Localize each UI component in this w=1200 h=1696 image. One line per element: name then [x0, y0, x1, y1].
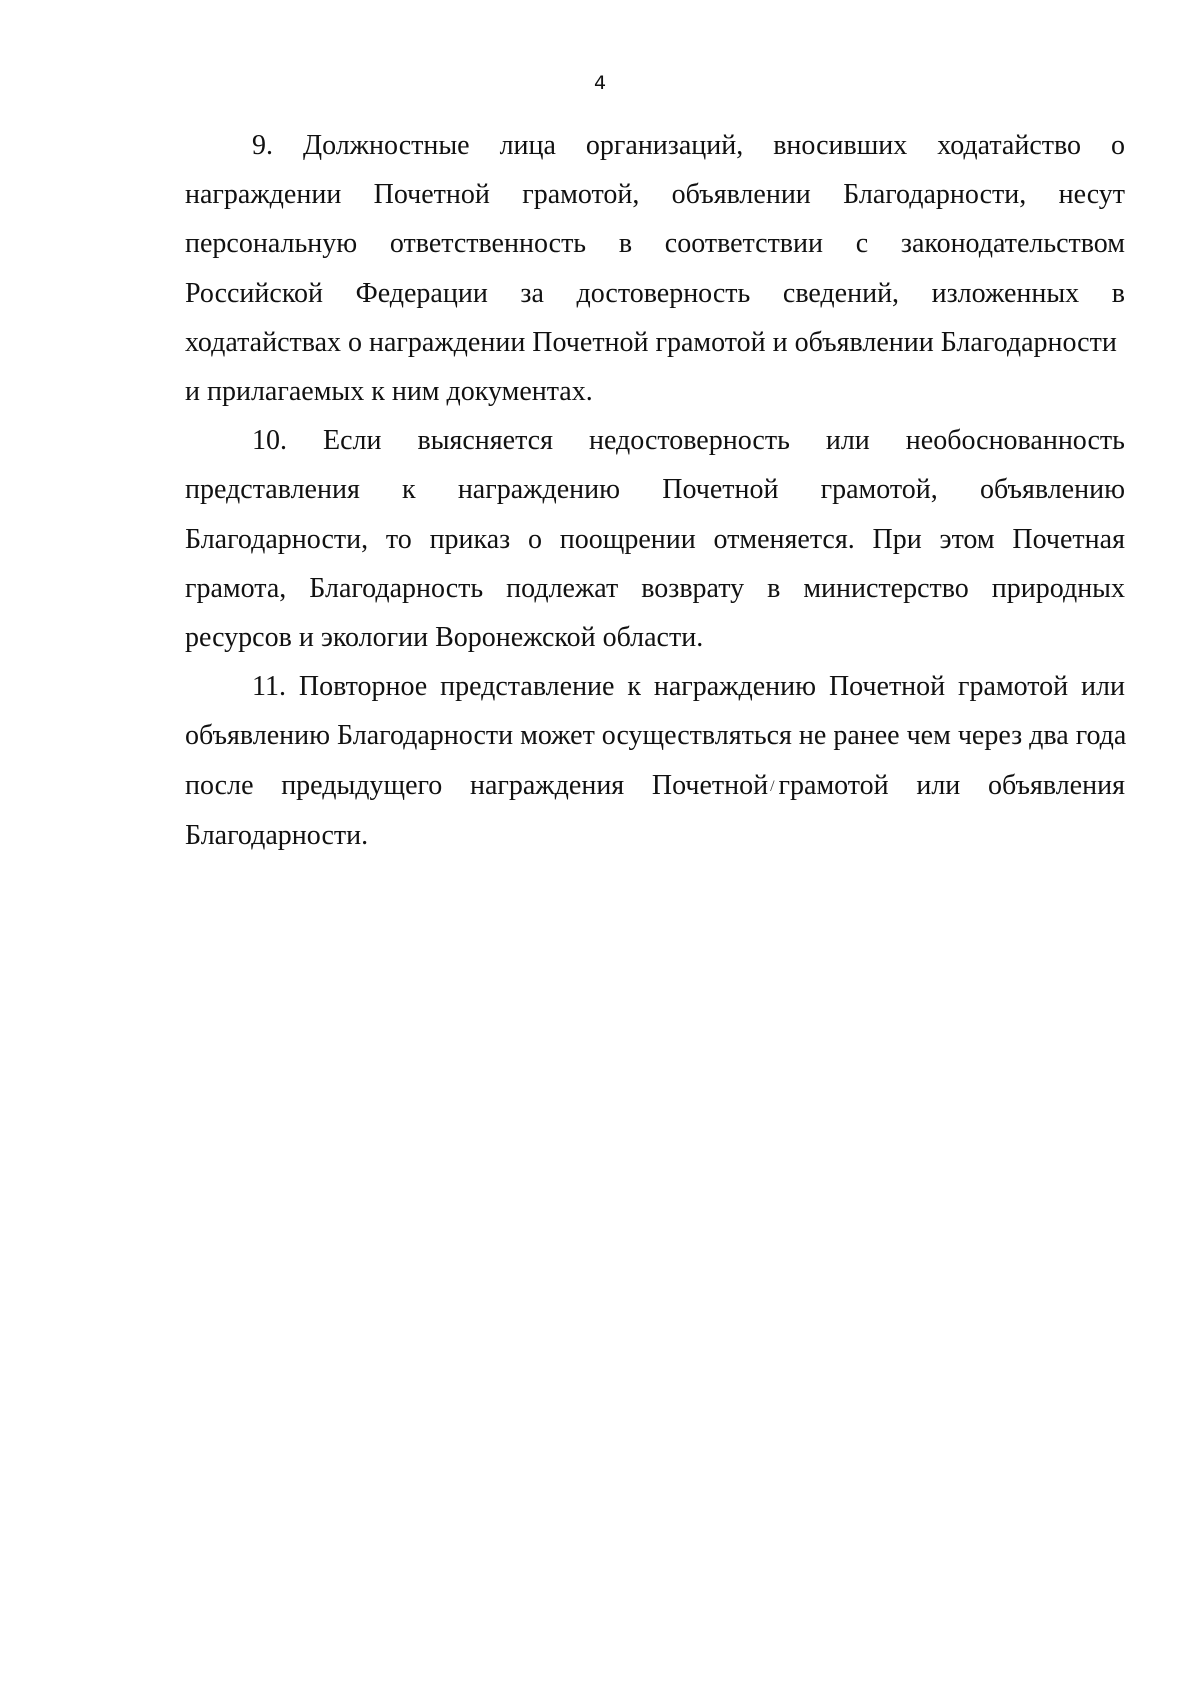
word: представления — [185, 474, 360, 506]
word: организаций, — [585, 130, 744, 161]
word: ходатайство — [937, 130, 1082, 161]
word: 11. — [252, 671, 286, 703]
paragraph-11 — [185, 662, 1125, 860]
word: Почетной — [662, 474, 779, 506]
word: достоверность — [576, 277, 751, 309]
stray-mark: / — [770, 777, 775, 795]
word: грамотой — [958, 671, 1069, 703]
word: выясняется — [417, 425, 553, 457]
word: Почетной — [373, 179, 490, 211]
paragraph-10 — [185, 416, 1125, 662]
word: предыдущего — [281, 769, 443, 801]
word: в — [767, 572, 781, 604]
text-line: и прилагаемых к ним документах. — [185, 376, 593, 408]
word: подлежат — [506, 572, 619, 604]
word: вносивших — [773, 130, 908, 161]
word: 9. — [252, 130, 273, 161]
word: Почетной — [651, 769, 769, 801]
word: несут — [1058, 179, 1125, 211]
word: министерство — [803, 572, 969, 604]
word: Благодарность — [309, 572, 484, 604]
word: или — [916, 769, 961, 801]
text-line — [185, 662, 1125, 711]
word: сведений, — [782, 277, 900, 309]
word: Благодарности, — [185, 523, 369, 555]
word: При — [872, 523, 922, 555]
word: грамотой — [778, 769, 889, 801]
text-line: объявлению Благодарности может осуществляться не ранее чем через два года — [185, 720, 1127, 752]
word: награждения — [469, 769, 625, 801]
text-line — [185, 515, 1125, 564]
word: Благодарности, — [843, 179, 1027, 211]
word: отменяется. — [713, 523, 855, 555]
word: Повторное — [298, 671, 428, 703]
word: грамотой, — [522, 179, 640, 211]
word: необоснованность — [905, 425, 1125, 457]
text-line — [185, 564, 1125, 613]
word: награждению — [457, 474, 621, 506]
word: недостоверность — [588, 425, 790, 457]
text-line: ходатайствах о награждении Почетной грамотой и объявлении Благодарности — [185, 326, 1117, 358]
word: Российской — [185, 277, 323, 309]
word: грамотой, — [820, 474, 938, 506]
text-line — [185, 219, 1125, 268]
word: или — [825, 425, 870, 457]
text-line — [185, 269, 1125, 318]
word: о — [1111, 130, 1125, 161]
word: за — [520, 277, 544, 309]
word: персональную — [185, 228, 358, 260]
word: с — [855, 228, 869, 260]
word: объявлению — [979, 474, 1125, 506]
word: законодательством — [900, 228, 1125, 260]
word: объявления — [987, 769, 1125, 801]
word: награждении — [185, 179, 342, 211]
text-line — [185, 170, 1125, 219]
word: ответственность — [389, 228, 587, 260]
word: в — [1111, 277, 1125, 309]
word: Почетная — [1012, 523, 1125, 555]
text-line — [185, 416, 1125, 465]
text-line — [185, 121, 1125, 170]
word: в — [618, 228, 633, 260]
word: возврату — [641, 572, 745, 604]
word: к — [402, 474, 416, 506]
word: этом — [939, 523, 995, 555]
word: после — [185, 769, 254, 801]
text-line: ресурсов и экологии Воронежской области. — [185, 622, 704, 654]
word: природных — [991, 572, 1125, 604]
word: или — [1081, 671, 1125, 703]
text-line — [185, 761, 1125, 811]
word: соответствии — [664, 228, 823, 260]
text-line — [185, 465, 1125, 514]
word: Федерации — [355, 277, 488, 309]
paragraph-9 — [185, 121, 1125, 416]
word: лица — [499, 130, 556, 161]
word: Если — [322, 425, 382, 457]
word: поощрении — [559, 523, 696, 555]
word: о — [528, 523, 542, 555]
text-line: Благодарности. — [185, 819, 369, 851]
word: Должностные — [302, 130, 470, 161]
word: 10. — [252, 425, 287, 457]
word: Почетной — [828, 671, 946, 703]
word: грамота, — [185, 572, 287, 604]
page-number: 4 — [593, 72, 607, 94]
word: то — [385, 523, 412, 555]
word: к — [627, 671, 641, 703]
word: приказ — [429, 523, 511, 555]
word-group — [652, 761, 889, 811]
word: представление — [440, 671, 615, 703]
word: объявлении — [671, 179, 811, 211]
word: награждению — [653, 671, 817, 703]
word: изложенных — [931, 277, 1080, 309]
document-body — [185, 121, 1125, 860]
